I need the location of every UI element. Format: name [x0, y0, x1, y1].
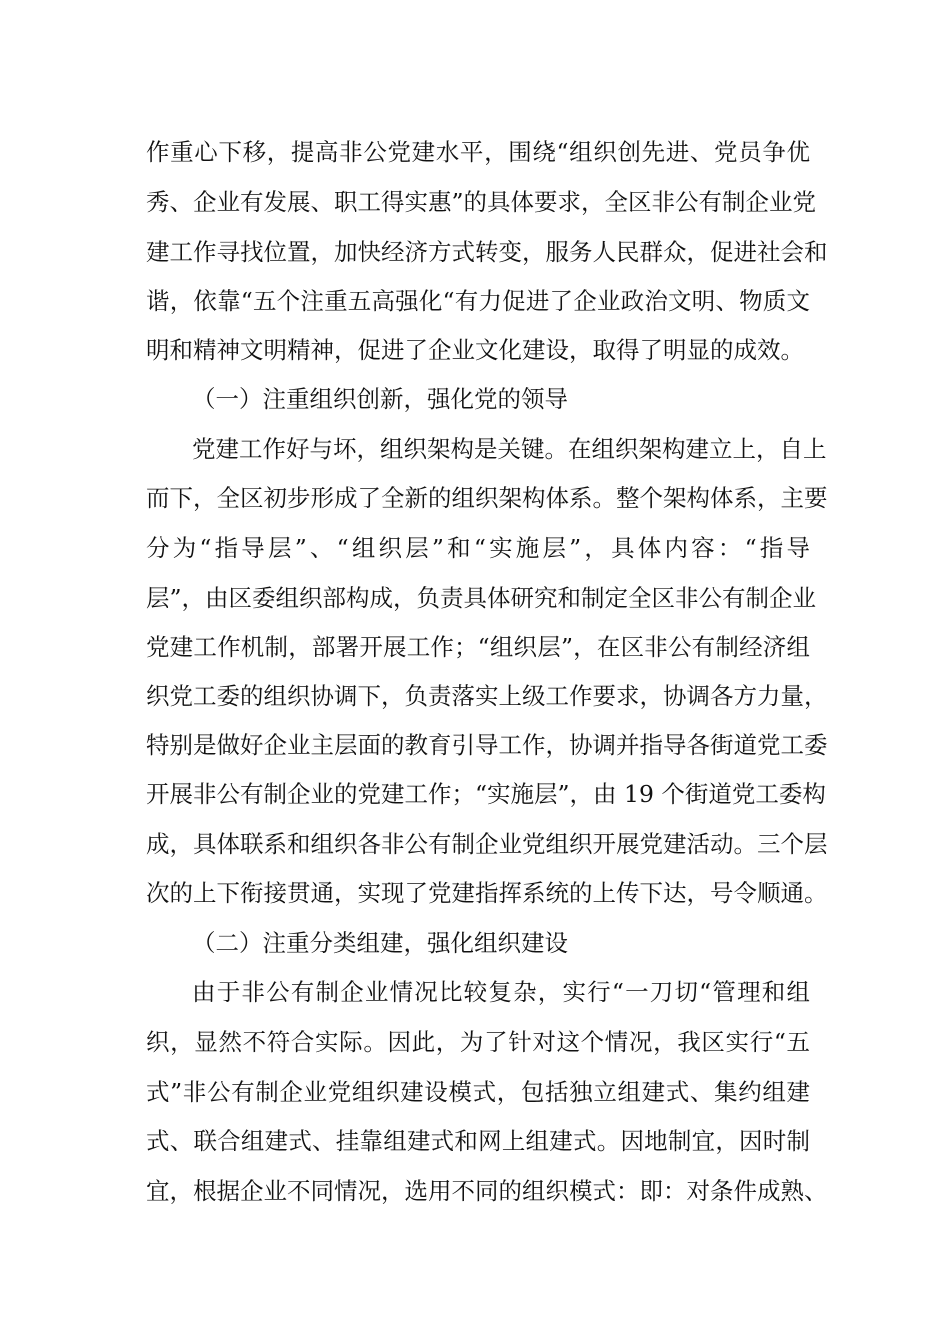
- paragraph-line: 而下，全区初步形成了全新的组织架构体系。整个架构体系，主要: [146, 484, 828, 512]
- paragraph-line: 层”，由区委组织部构成，负责具体研究和制定全区非公有制企业: [146, 584, 817, 612]
- paragraph-line: 式”非公有制企业党组织建设模式，包括独立组建式、集约组建: [146, 1078, 810, 1106]
- paragraph-line: 织，显然不符合实际。因此，为了针对这个情况，我区实行“五: [146, 1028, 810, 1056]
- paragraph-line: 建工作寻找位置，加快经济方式转变，服务人民群众，促进社会和: [146, 238, 828, 266]
- paragraph-line: 式、联合组建式、挂靠组建式和网上组建式。因地制宜，因时制: [146, 1127, 810, 1155]
- paragraph-line: 党建工作好与坏，组织架构是关键。在组织架构建立上，自上: [192, 435, 827, 463]
- paragraph-line: 宜，根据企业不同情况，选用不同的组织模式：即：对条件成熟、: [146, 1177, 828, 1205]
- paragraph-line: 党建工作机制，部署开展工作；“组织层”，在区非公有制经济组: [146, 633, 810, 661]
- paragraph-line: 由于非公有制企业情况比较复杂，实行“一刀切“管理和组: [192, 978, 810, 1006]
- section-heading-1: （一）注重组织创新，强化党的领导: [192, 385, 568, 413]
- paragraph-line: 特别是做好企业主层面的教育引导工作，协调并指导各街道党工委: [146, 731, 828, 759]
- paragraph-line: 明和精神文明精神，促进了企业文化建设，取得了明显的成效。: [146, 336, 804, 364]
- paragraph-line: 谐，依靠“五个注重五高强化“有力促进了企业政治文明、物质文: [146, 287, 810, 315]
- paragraph-line: 分为“指导层”、“组织层”和“实施层”，具体内容：“指导: [146, 534, 810, 562]
- paragraph-line: 织党工委的组织协调下，负责落实上级工作要求，协调各方力量，: [146, 682, 828, 710]
- paragraph-line: 次的上下衔接贯通，实现了党建指挥系统的上传下达，号令顺通。: [146, 879, 828, 907]
- section-heading-2: （二）注重分类组建，强化组织建设: [192, 929, 568, 957]
- paragraph-line: 开展非公有制企业的党建工作；“实施层”，由 19 个街道党工委构: [146, 780, 826, 808]
- paragraph-line: 成，具体联系和组织各非公有制企业党组织开展党建活动。三个层: [146, 830, 828, 858]
- paragraph-line: 作重心下移，提高非公党建水平，围绕“组织创先进、党员争优: [146, 138, 810, 166]
- paragraph-line: 秀、企业有发展、职工得实惠”的具体要求，全区非公有制企业党: [146, 188, 817, 216]
